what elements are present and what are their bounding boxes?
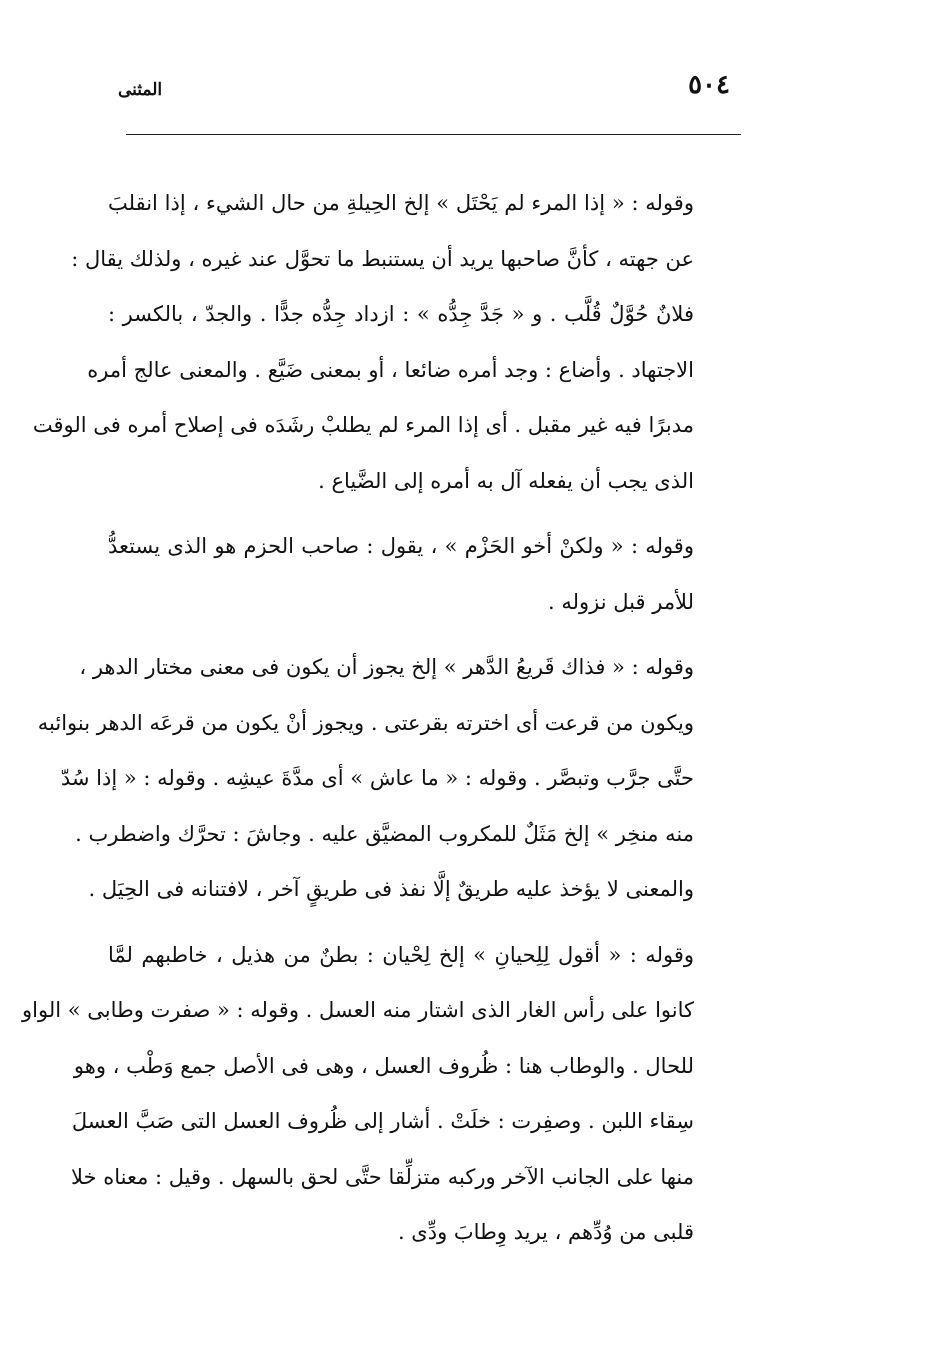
paragraph-2 — [108, 519, 754, 630]
text-line: كانوا على رأس الغار الذى اشتار منه العسل . وقوله : « صفرت وطابى » الواو — [22, 998, 694, 1022]
text-line: حتَّى جرَّب وتبصَّر . وقوله : « ما عاش » أى مدَّةَ عيشِه . وقوله : « إذا سُدّ — [60, 766, 694, 790]
text-line: مدبرًا فيه غير مقبل . أى إذا المرء لم يطلبْ رشَدَه فى إصلاح أمره فى الوقت — [32, 413, 694, 437]
paragraph-4 — [22, 928, 754, 1261]
body-text — [22, 176, 754, 1271]
running-title: المثنى — [118, 80, 163, 100]
text-line: وقوله : « إذا المرء لم يَحْتَل » إلخ الحِيلةِ من حال الشيء ، إذا انقلبَ — [108, 191, 694, 215]
text-line: الذى يجب أن يفعله آل به أمره إلى الضَّياع . — [318, 468, 694, 493]
text-line: للأمر قبل نزوله . — [548, 589, 694, 614]
text-line: وقوله : « أقول لِلِحيانِ » إلخ لِحْيان : بطنٌ من هذيل ، خاطبهم لمَّا — [108, 942, 694, 967]
page-number: ٥٠٤ — [688, 70, 730, 100]
text-line: سِقاء اللبن . وصفِرت : خلَتْ . أشار إلى ظُروف العسل التى صَبَّ العسلَ — [71, 1109, 694, 1133]
text-line: للحال . والوطاب هنا : ظُروف العسل ، وهى فى الأصل جمع وَطْب ، وهو — [73, 1053, 694, 1078]
text-line: قلبى من وُدِّهم ، يريد وِطابَ ودِّى . — [397, 1220, 694, 1244]
text-line: وقوله : « فذاك قَريعُ الدَّهر » إلخ يجوز أن يكون فى معنى مختار الدهر ، — [79, 655, 694, 679]
text-line: عن جهته ، كأنَّ صاحبها يريد أن يستنبط ما تحوَّل عند غيره ، ولذلك يقال : — [71, 246, 694, 271]
text-line: والمعنى لا يؤخذ عليه طريقٌ إلَّا نفذ فى طريقٍ آخر ، لافتنانه فى الحِيَل . — [88, 877, 694, 901]
header-rule — [126, 134, 741, 135]
paragraph-1 — [32, 176, 754, 509]
text-line: ويكون من قرعت أى اخترته بقرعتى . ويجوز أنْ يكون من قرعَه الدهر بنوائبه — [37, 710, 694, 735]
page-header — [110, 70, 750, 110]
text-line: الاجتهاد . وأضاع : وجد أمره ضائعا ، أو بمعنى ضَيَّع . والمعنى عالج أمره — [87, 357, 694, 382]
paragraph-3 — [37, 640, 754, 918]
text-line: منها على الجانب الآخر وركبه متزلِّقا حتَّى لحق بالسهل . وقيل : معناه خلا — [71, 1164, 694, 1189]
text-line: منه منخِر » إلخ مَثَلٌ للمكروب المضيَّق عليه . وجاشَ : تحرَّك واضطرب . — [75, 821, 694, 846]
text-line: فلانٌ حُوَّلٌ قُلَّب . و « جَدَّ جِدُّه » : ازداد جِدُّه جدًّا . والجدّ ، بالكسر : — [108, 302, 694, 326]
text-line: وقوله : « ولكنْ أخو الحَزْم » ، يقول : صاحب الحزم هو الذى يستعدُّ — [108, 534, 694, 558]
